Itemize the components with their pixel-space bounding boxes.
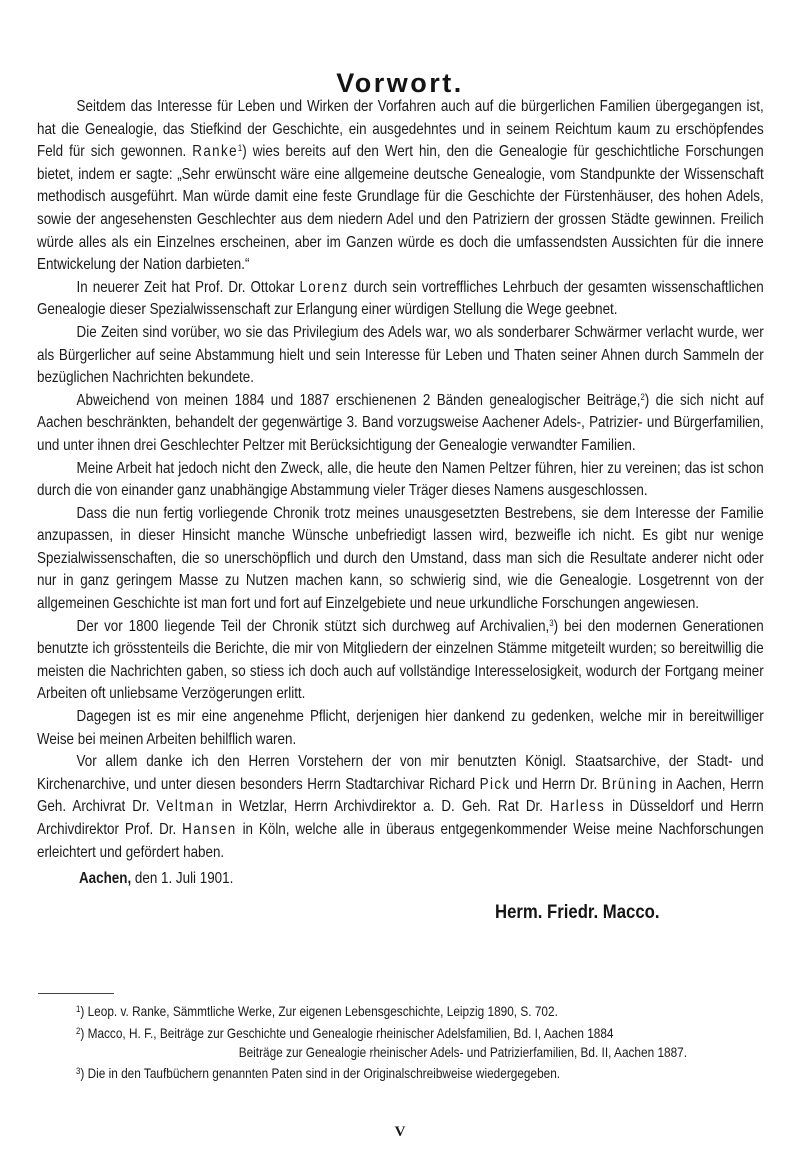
name-pick: Pick	[479, 775, 511, 793]
footnotes	[76, 1000, 772, 1084]
footnote-ref-1[interactable]: 1	[237, 143, 243, 154]
author-name-lorenz: Lorenz	[299, 278, 349, 296]
place: Aachen,	[79, 870, 132, 887]
author-name-ranke: Ranke	[192, 143, 238, 161]
footnote-1: $^1$) Leop. v. Ranke, Sämmtliche Werke, Zur eigenen Lebensgeschichte, Leipzig 1890, S. 702.	[76, 1004, 558, 1019]
page-title: Vorwort.	[336, 68, 464, 99]
name-hansen: Hansen	[182, 821, 237, 838]
footnote-divider	[38, 993, 114, 994]
page-number: V	[394, 1124, 406, 1140]
footnote-ref-3[interactable]: 3	[549, 617, 554, 628]
paragraph-2: In neuerer Zeit hat Prof. Dr. Ottokar Lorenz durch sein vortreffliches Lehrbuch der gesamten wissenschaftlichen Genealogie dieser Spezialwissenschaft zur Erlangung einer würdigen Stellung die Wege geebnet.	[37, 278, 764, 319]
footnote-3: $^3$) Die in den Taufbüchern genannten Paten sind in der Originalschreibweise wiedergegeben.	[76, 1066, 561, 1082]
paragraph-9: Vor allem danke ich den Herren Vorstehern der von mir benutzten Königl. Staatsarchive, der Stadt- und Kirchenarchive, und unter diesen besonders Herrn Stadtarchivar Richard Pick und Herrn Dr. Brüning in Aachen, Herrn Geh. Archivrat Dr. Veltman in Wetzlar, Herrn Archivdirektor a. D. Geh. Rat Dr. Harless in Düsseldorf und Herrn Archivdirektor Prof. Dr. Hansen in Köln, welche alle in überaus entgegenkommender Weise meine Nachforschungen erleichtert und gefördert haben.	[37, 753, 764, 861]
paragraph-3: Die Zeiten sind vorüber, wo sie das Privilegium des Adels war, wo als sonderbarer Schwärmer verlacht wurde, wer als Bürgerlicher auf seine Abstammung hielt und sein Interesse für Leben und Thaten seiner Ahnen durch Sammeln der bezüglichen Nachrichten bekundete.	[37, 323, 764, 387]
footnote-ref-2[interactable]: 2	[640, 391, 645, 402]
paragraph-4: Abweichend von meinen 1884 und 1887 erschienenen 2 Bänden genealogischer Beiträge,$^2$) die sich nicht auf Aachen beschränkten, behandelt der gegenwärtige 3. Band vorzugsweise Aachener Adels-, Patrizier- und Bürgerfamilien, und unter ihnen drei Geschlechter Peltzer mit Berücksichtigung der Genealogie verwandter Familien.	[37, 391, 764, 454]
paragraph-8: Dagegen ist es mir eine angenehme Pflicht, derjenigen hier dankend zu gedenken, welche mir in bereitwilliger Weise bei meinen Arbeiten behilflich waren.	[37, 708, 764, 748]
paragraph-6: Dass die nun fertig vorliegende Chronik trotz meines unausgesetzten Bestrebens, sie dem Interesse der Familie anzupassen, in dieser Hinsicht manche Wünsche unbefriedigt lassen wird, bezweifle ich nicht. Es gibt nur wenige Spezialwissenschaften, die so unerschöpflich und durch den Umstand, dass man sich die Resultate anderer nicht oder nur in ganz geringem Masse zu Nutzen machen kann, so schwierig sind, wie die Genealogie. Losgetrennt von der allgemeinen Geschichte ist man fort und fort auf Einzelgebiete und neue urkundliche Forschungen angewiesen.	[37, 504, 764, 613]
name-veltman: Veltman	[156, 798, 215, 816]
footnote-2: $^2$) Macco, H. F., Beiträge zur Geschichte und Genealogie rheinischer Adelsfamilien, Bd. I, Aachen 1884	[76, 1025, 614, 1041]
paragraph-7: Der vor 1800 liegende Teil der Chronik stützt sich durchweg auf Archivalien,$^3$) bei den modernen Generationen benutzte ich grösstenteils die Berichte, die mir von Mitgliedern der einzelnen Stämme mitgeteilt wurden; so bereitwillig die meisten die Nachrichten gaben, so stiess ich doch auch auf vollständige Interesselosigkeit, wodurch der Fortgang meiner Arbeiten oft unliebsame Verzögerungen erlitt.	[37, 617, 764, 703]
preface-body	[37, 96, 764, 864]
author-signature: Herm. Friedr. Macco.	[495, 902, 660, 923]
footnote-2-continuation: Beiträge zur Genealogie rheinischer Adels- und Patrizierfamilien, Bd. II, Aachen 1887.	[238, 1044, 688, 1060]
paragraph-1: Seitdem das Interesse für Leben und Wirken der Vorfahren auch auf die bürgerlichen Familien übergegangen ist, hat die Genealogie, das Stiefkind der Geschichte, ein ausgedehntes und in seinem Reichtum kaum zu erschöpfendes Feld für sich gewonnen. Ranke$^1$) wies bereits auf den Wert hin, den die Genealogie für geschichtliche Forschungen bietet, indem er sagte: „Sehr erwünscht wäre eine allgemeine deutsche Genealogie, vom Standpunkte der Wissenschaft methodisch ausgeführt. Man würde damit eine feste Grundlage für die Geschichte der Fürstenhäuser, des hohen Adels, sowie der angesehensten Geschlechter aus dem niedern Adel und den Patriziern der grossen Städte gewinnen. Freilich würde alles als ein Einzelnes erscheinen, aber im Ganzen würde es doch die umfassendsten Aussichten für die innere Entwickelung der Nation darbieten.“	[37, 98, 764, 274]
name-harless: Harless	[550, 798, 606, 816]
date: den 1. Juli 1901.	[131, 870, 234, 887]
place-date-line	[79, 870, 233, 888]
paragraph-5: Meine Arbeit hat jedoch nicht den Zweck, alle, die heute den Namen Peltzer führen, hier zu vereinen; das ist schon durch die von einander ganz unabhängige Abstammung vieler Träger dieses Namens ausgeschlossen.	[37, 459, 764, 500]
name-bruening: Brüning	[601, 775, 658, 793]
